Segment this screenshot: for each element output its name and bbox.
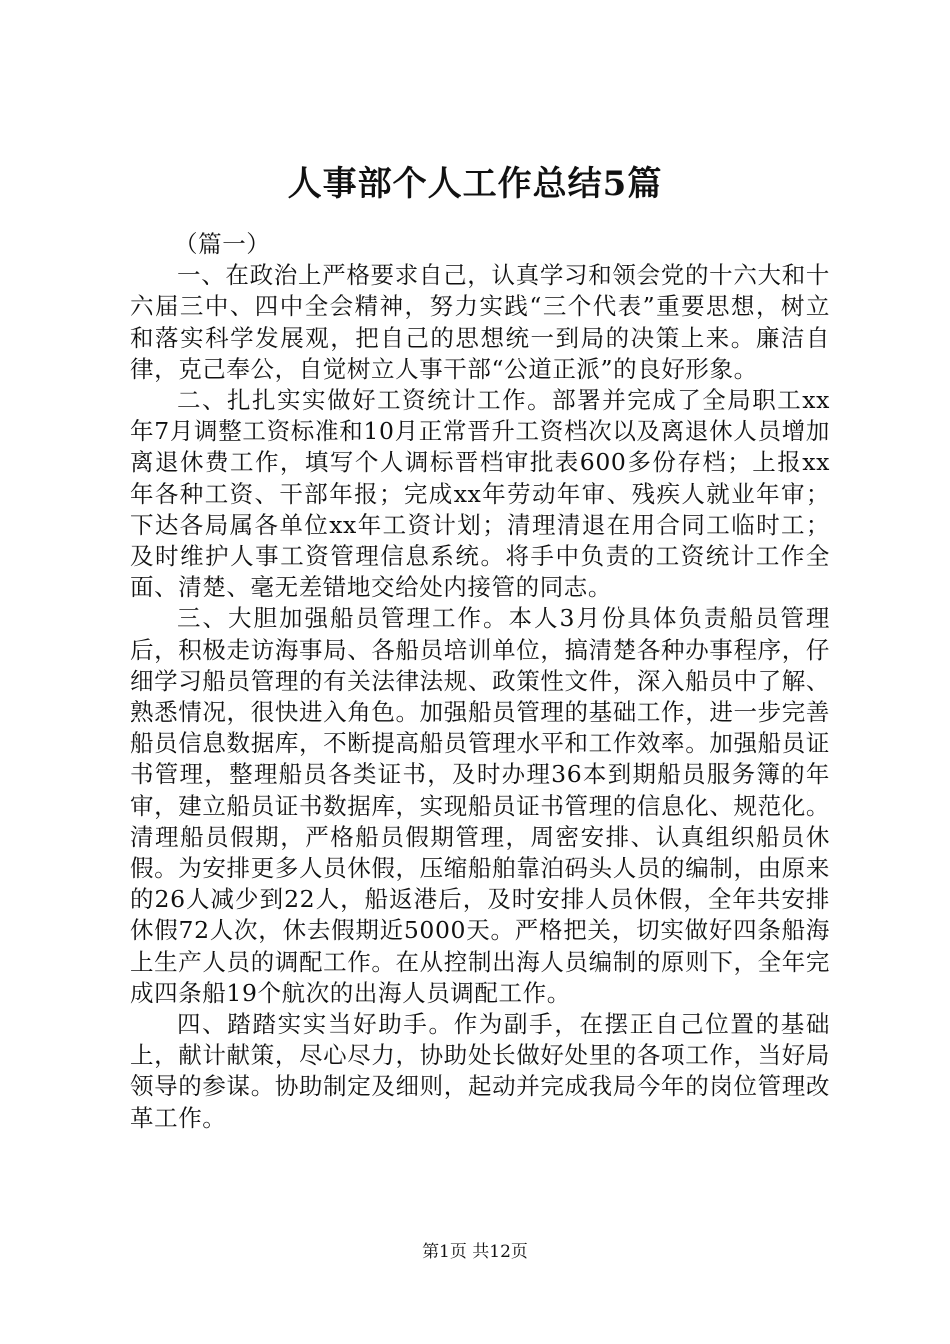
paragraph-4: 四、踏踏实实当好助手。作为副手，在摆正自己位置的基础上，献计献策，尽心尽力，协助处长做好处里的各项工作，当好局领导的参谋。协助制定及细则，起动并完成我局今年的岗位管理改革工作。 — [130, 1010, 830, 1132]
paragraph-2: 二、扎扎实实做好工资统计工作。部署并完成了全局职工xx年7月调整工资标准和10月正常晋升工资档次以及离退休人员增加离退休费工作，填写个人调标晋档审批表600多份存档；上报xx年各种工资、干部年报；完成xx年劳动年审、残疾人就业年审；下达各局属各单位xx年工资计划；清理清退在用合同工临时工；及时维护人事工资管理信息系统。将手中负责的工资统计工作全面、清楚、毫无差错地交给处内接管的同志。 — [130, 386, 830, 602]
section-label: （篇一） — [174, 230, 271, 258]
document-body — [130, 229, 830, 1134]
document-title: 人事部个人工作总结5篇 — [287, 164, 663, 204]
page-number: 第1页 共12页 — [422, 1242, 528, 1262]
paragraph-3: 三、大胆加强船员管理工作。本人3月份具体负责船员管理后，积极走访海事局、各船员培训单位，搞清楚各种办事程序，仔细学习船员管理的有关法律法规、政策性文件，深入船员中了解、熟悉情况，很快进入角色。加强船员管理的基础工作，进一步完善船员信息数据库，不断提高船员管理水平和工作效率。加强船员证书管理，整理船员各类证书，及时办理36本到期船员服务簿的年审，建立船员证书数据库，实现船员证书管理的信息化、规范化。清理船员假期，严格船员假期管理，周密安排、认真组织船员休假。为安排更多人员休假，压缩船舶靠泊码头人员的编制，由原来的26人减少到22人，船返港后，及时安排人员休假，全年共安排休假72人次，休去假期近5000天。严格把关，切实做好四条船海上生产人员的调配工作。在从控制出海人员编制的原则下，全年完成四条船19个航次的出海人员调配工作。 — [130, 604, 830, 1007]
paragraph-1: 一、在政治上严格要求自己，认真学习和领会党的十六大和十六届三中、四中全会精神，努力实践“三个代表”重要思想，树立和落实科学发展观，把自己的思想统一到局的决策上来。廉洁自律，克己奉公，自觉树立人事干部“公道正派”的良好形象。 — [130, 261, 830, 383]
page-footer — [0, 1240, 950, 1264]
